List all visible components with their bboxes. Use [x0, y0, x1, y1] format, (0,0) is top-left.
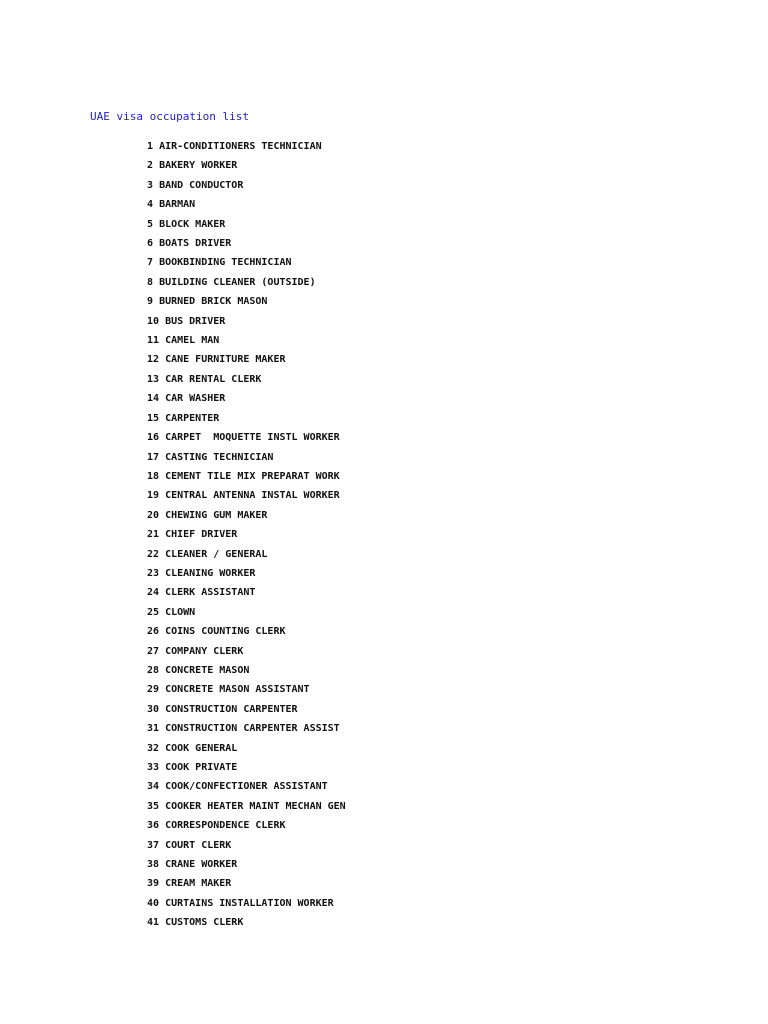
occupation-number: 39 — [147, 878, 160, 890]
document-title: UAE visa occupation list — [90, 110, 249, 123]
occupation-name: CEMENT TILE MIX PREPARAT WORK — [165, 470, 340, 482]
occupation-number: 24 — [147, 587, 160, 599]
occupation-list — [147, 139, 346, 935]
occupation-name: BLOCK MAKER — [159, 218, 226, 230]
occupation-list-item — [147, 178, 346, 197]
occupation-list-item — [147, 585, 346, 604]
occupation-name: BAKERY WORKER — [159, 160, 238, 172]
occupation-list-item — [147, 760, 346, 779]
occupation-list-item — [147, 158, 346, 177]
occupation-number: 15 — [147, 412, 160, 424]
occupation-number: 40 — [147, 897, 160, 909]
occupation-number: 14 — [147, 393, 160, 405]
occupation-number: 19 — [147, 490, 160, 502]
occupation-number: 17 — [147, 451, 160, 463]
occupation-list-item — [147, 876, 346, 895]
occupation-list-item — [147, 333, 346, 352]
occupation-list-item — [147, 896, 346, 915]
occupation-name: CONCRETE MASON — [165, 664, 250, 676]
occupation-list-item — [147, 430, 346, 449]
occupation-name: CARPET MOQUETTE INSTL WORKER — [165, 432, 340, 444]
occupation-name: CAMEL MAN — [165, 335, 220, 347]
occupation-list-item — [147, 411, 346, 430]
occupation-list-item — [147, 644, 346, 663]
occupation-name: BURNED BRICK MASON — [159, 296, 268, 308]
occupation-name: CURTAINS INSTALLATION WORKER — [165, 897, 334, 909]
occupation-name: CENTRAL ANTENNA INSTAL WORKER — [165, 490, 340, 502]
occupation-list-item — [147, 139, 346, 158]
occupation-name: CARPENTER — [165, 412, 220, 424]
occupation-name: CORRESPONDENCE CLERK — [165, 820, 286, 832]
occupation-list-item — [147, 818, 346, 837]
occupation-name: CONSTRUCTION CARPENTER — [165, 703, 298, 715]
occupation-number: 7 — [147, 257, 154, 269]
occupation-name: BARMAN — [159, 199, 196, 211]
occupation-name: CLEANING WORKER — [165, 567, 256, 579]
occupation-list-item — [147, 566, 346, 585]
occupation-number: 8 — [147, 276, 154, 288]
occupation-list-item — [147, 294, 346, 313]
occupation-name: CRANE WORKER — [165, 859, 238, 871]
occupation-list-item — [147, 799, 346, 818]
occupation-list-item — [147, 741, 346, 760]
occupation-name: CAR WASHER — [165, 393, 226, 405]
occupation-name: AIR-CONDITIONERS TECHNICIAN — [159, 141, 322, 152]
occupation-name: CASTING TECHNICIAN — [165, 451, 274, 463]
occupation-number: 37 — [147, 839, 160, 851]
occupation-number: 26 — [147, 626, 160, 638]
occupation-number: 35 — [147, 800, 160, 812]
occupation-name: CANE FURNITURE MAKER — [165, 354, 286, 366]
occupation-name: CLERK ASSISTANT — [165, 587, 256, 599]
occupation-name: CLEANER / GENERAL — [165, 548, 268, 560]
occupation-name: BUS DRIVER — [165, 315, 226, 327]
occupation-number: 25 — [147, 606, 160, 618]
occupation-number: 12 — [147, 354, 160, 366]
occupation-number: 6 — [147, 238, 154, 250]
occupation-number: 22 — [147, 548, 160, 560]
occupation-list-item — [147, 547, 346, 566]
occupation-name: CAR RENTAL CLERK — [165, 373, 262, 385]
occupation-number: 4 — [147, 199, 154, 211]
occupation-number: 2 — [147, 160, 154, 172]
occupation-list-item — [147, 721, 346, 740]
occupation-number: 38 — [147, 859, 160, 871]
occupation-number: 23 — [147, 567, 160, 579]
occupation-list-item — [147, 275, 346, 294]
occupation-list-item — [147, 682, 346, 701]
occupation-name: BOOKBINDING TECHNICIAN — [159, 257, 292, 269]
occupation-number: 3 — [147, 179, 154, 191]
occupation-name: CLOWN — [165, 606, 196, 618]
occupation-number: 28 — [147, 664, 160, 676]
occupation-list-item — [147, 236, 346, 255]
occupation-name: COINS COUNTING CLERK — [165, 626, 286, 638]
occupation-name: CREAM MAKER — [165, 878, 232, 890]
occupation-name: COURT CLERK — [165, 839, 232, 851]
occupation-number: 1 — [147, 141, 154, 152]
occupation-list-item — [147, 838, 346, 857]
occupation-list-item — [147, 508, 346, 527]
occupation-list-item — [147, 915, 346, 934]
occupation-list-item — [147, 702, 346, 721]
occupation-number: 5 — [147, 218, 154, 230]
occupation-list-item — [147, 352, 346, 371]
occupation-number: 20 — [147, 509, 160, 521]
occupation-number: 16 — [147, 432, 160, 444]
occupation-name: CHEWING GUM MAKER — [165, 509, 268, 521]
occupation-number: 9 — [147, 296, 154, 308]
occupation-number: 32 — [147, 742, 160, 754]
occupation-name: BOATS DRIVER — [159, 238, 232, 250]
occupation-name: COOK GENERAL — [165, 742, 238, 754]
occupation-name: COOK PRIVATE — [165, 762, 238, 773]
occupation-list-item — [147, 372, 346, 391]
occupation-list-item — [147, 488, 346, 507]
occupation-number: 31 — [147, 723, 160, 735]
occupation-number: 33 — [147, 762, 160, 773]
occupation-list-item — [147, 624, 346, 643]
occupation-number: 30 — [147, 703, 160, 715]
occupation-list-item — [147, 857, 346, 876]
occupation-name: CHIEF DRIVER — [165, 529, 238, 541]
occupation-list-item — [147, 217, 346, 236]
occupation-name: CUSTOMS CLERK — [165, 917, 244, 929]
occupation-list-item — [147, 779, 346, 798]
occupation-list-item — [147, 605, 346, 624]
occupation-list-item — [147, 197, 346, 216]
occupation-list-item — [147, 314, 346, 333]
occupation-number: 18 — [147, 470, 160, 482]
occupation-number: 21 — [147, 529, 160, 541]
occupation-name: CONCRETE MASON ASSISTANT — [165, 684, 310, 696]
occupation-number: 27 — [147, 645, 160, 657]
occupation-name: COOK/CONFECTIONER ASSISTANT — [165, 781, 328, 793]
occupation-name: CONSTRUCTION CARPENTER ASSIST — [165, 723, 340, 735]
occupation-number: 36 — [147, 820, 160, 832]
occupation-name: BUILDING CLEANER (OUTSIDE) — [159, 276, 316, 288]
occupation-number: 13 — [147, 373, 160, 385]
occupation-number: 29 — [147, 684, 160, 696]
occupation-name: BAND CONDUCTOR — [159, 179, 244, 191]
occupation-list-item — [147, 450, 346, 469]
occupation-number: 10 — [147, 315, 160, 327]
occupation-number: 34 — [147, 781, 160, 793]
occupation-list-item — [147, 255, 346, 274]
occupation-list-item — [147, 527, 346, 546]
occupation-list-item — [147, 469, 346, 488]
occupation-list-item — [147, 391, 346, 410]
occupation-name: COOKER HEATER MAINT MECHAN GEN — [165, 800, 346, 812]
occupation-number: 41 — [147, 917, 160, 929]
occupation-list-item — [147, 663, 346, 682]
occupation-name: COMPANY CLERK — [165, 645, 244, 657]
occupation-number: 11 — [147, 335, 160, 347]
